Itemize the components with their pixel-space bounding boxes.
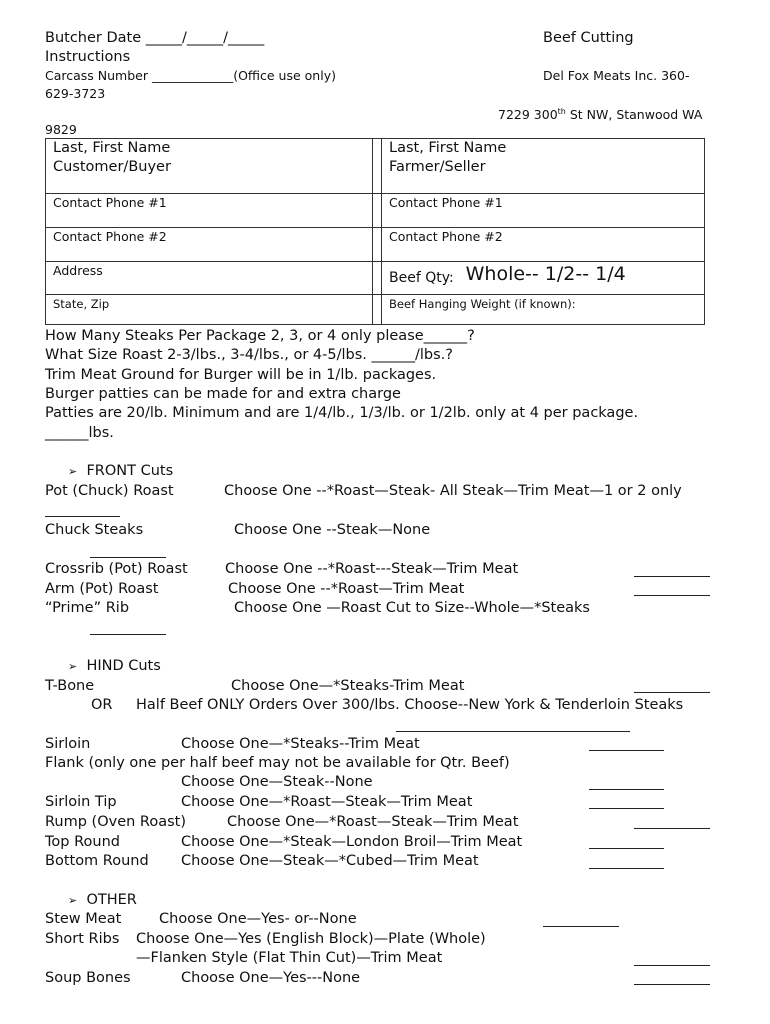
tbone-choice: Choose One—*Steaks-Trim Meat (231, 678, 465, 694)
customer-info-table (45, 138, 705, 325)
pot-chuck-choice: Choose One --*Roast—Steak- All Steak—Trim Meat—1 or 2 only (224, 483, 682, 499)
soup-bones-choice: Choose One—Yes---None (181, 970, 361, 986)
arm-roast-label: Arm (Pot) Roast (45, 581, 159, 597)
hind-cuts-heading: ➢ HIND Cuts (68, 658, 161, 674)
chuck-steaks-label: Chuck Steaks (45, 522, 144, 538)
burger-patties-note: Burger patties can be made for and extra charge (45, 386, 401, 402)
prime-rib-blank[interactable] (90, 634, 166, 635)
arrow-bullet-icon: ➢ (68, 660, 78, 673)
sirloin-tip-label: Sirloin Tip (45, 794, 117, 810)
crossrib-choice: Choose One --*Roast---Steak—Trim Meat (225, 561, 519, 577)
customer-phone1-field[interactable]: Contact Phone #1 (46, 194, 373, 228)
rump-blank[interactable] (634, 828, 710, 829)
chuck-steaks-choice: Choose One --Steak—None (234, 522, 431, 538)
rump-label: Rump (Oven Roast) (45, 814, 186, 830)
top-round-label: Top Round (45, 834, 120, 850)
sirloin-blank[interactable] (589, 750, 664, 751)
flank-choice: Choose One—Steak--None (181, 774, 373, 790)
roast-size-question: What Size Roast 2-3/lbs., 3-4/lbs., or 4-5/lbs. ______/lbs.? (45, 347, 453, 363)
chuck-steaks-blank[interactable] (90, 557, 166, 558)
pot-chuck-blank[interactable] (45, 516, 120, 517)
customer-address-field[interactable]: Address (46, 262, 373, 295)
sirloin-label: Sirloin (45, 736, 91, 752)
stew-meat-label: Stew Meat (45, 911, 122, 927)
short-ribs-choice: Choose One—Yes (English Block)—Plate (Whole) (136, 931, 486, 947)
front-cuts-heading: ➢ FRONT Cuts (68, 463, 174, 479)
bottom-round-blank[interactable] (589, 868, 664, 869)
prime-rib-label: “Prime” Rib (45, 600, 130, 616)
farmer-phone1-field[interactable]: Contact Phone #1 (382, 194, 705, 228)
patties-lbs-field[interactable]: ______lbs. (45, 425, 114, 441)
steaks-per-package-question: How Many Steaks Per Package 2, 3, or 4 only please______? (45, 328, 475, 344)
short-ribs-label: Short Ribs (45, 931, 120, 947)
rump-choice: Choose One—*Roast—Steak—Trim Meat (227, 814, 519, 830)
arm-roast-choice: Choose One --*Roast—Trim Meat (228, 581, 465, 597)
stew-meat-choice: Choose One—Yes- or--None (159, 911, 357, 927)
other-heading: ➢ OTHER (68, 892, 137, 908)
farmer-name-field[interactable]: Last, First Name Farmer/Seller (382, 139, 705, 194)
beef-qty-field[interactable]: Beef Qty: Whole-- 1/2-- 1/4 (382, 262, 705, 295)
arrow-bullet-icon: ➢ (68, 894, 78, 907)
top-round-choice: Choose One—*Steak—London Broil—Trim Meat (181, 834, 523, 850)
tbone-label: T-Bone (45, 678, 95, 694)
customer-name-field[interactable]: Last, First Name Customer/Buyer (46, 139, 373, 194)
sirloin-tip-blank[interactable] (589, 808, 664, 809)
patties-weight-note: Patties are 20/lb. Minimum and are 1/4/lb., 1/3/lb. or 1/2lb. only at 4 per package. (45, 405, 639, 421)
form-subtitle: Instructions (45, 49, 131, 65)
half-beef-choice: Half Beef ONLY Orders Over 300/lbs. Choose--New York & Tenderloin Steaks (136, 697, 684, 713)
tbone-blank[interactable] (634, 692, 710, 693)
company-zip: 9829 (45, 122, 77, 137)
customer-phone2-field[interactable]: Contact Phone #2 (46, 228, 373, 262)
prime-rib-choice: Choose One —Roast Cut to Size--Whole—*Steaks (234, 600, 590, 616)
crossrib-label: Crossrib (Pot) Roast (45, 561, 188, 577)
flank-label: Flank (only one per half beef may not be available for Qtr. Beef) (45, 755, 510, 771)
flank-blank[interactable] (589, 789, 664, 790)
carcass-number-field[interactable]: Carcass Number _____________(Office use only) (45, 68, 336, 83)
company-phone: 629-3723 (45, 86, 106, 101)
company-address: 7229 300th St NW, Stanwood WA (498, 107, 703, 123)
stew-meat-blank[interactable] (543, 926, 619, 927)
crossrib-blank[interactable] (634, 576, 710, 577)
short-ribs-choice-cont: —Flanken Style (Flat Thin Cut)—Trim Meat (136, 950, 443, 966)
bottom-round-label: Bottom Round (45, 853, 149, 869)
sirloin-tip-choice: Choose One—*Roast—Steak—Trim Meat (181, 794, 473, 810)
form-title: Beef Cutting (543, 30, 634, 46)
bottom-round-choice: Choose One—Steak—*Cubed—Trim Meat (181, 853, 479, 869)
hanging-weight-field[interactable]: Beef Hanging Weight (if known): (382, 295, 705, 325)
company-name: Del Fox Meats Inc. 360- (543, 68, 690, 83)
trim-meat-note: Trim Meat Ground for Burger will be in 1/lb. packages. (45, 367, 437, 383)
half-beef-blank[interactable] (396, 731, 630, 732)
butcher-date-field[interactable]: Butcher Date _____/_____/_____ (45, 30, 265, 46)
sirloin-choice: Choose One—*Steaks--Trim Meat (181, 736, 420, 752)
short-ribs-blank[interactable] (634, 965, 710, 966)
soup-bones-label: Soup Bones (45, 970, 131, 986)
arrow-bullet-icon: ➢ (68, 465, 78, 478)
arm-roast-blank[interactable] (634, 595, 710, 596)
soup-bones-blank[interactable] (634, 984, 710, 985)
top-round-blank[interactable] (589, 848, 664, 849)
pot-chuck-label: Pot (Chuck) Roast (45, 483, 174, 499)
or-label: OR (91, 697, 113, 713)
farmer-phone2-field[interactable]: Contact Phone #2 (382, 228, 705, 262)
customer-state-zip-field[interactable]: State, Zip (46, 295, 373, 325)
